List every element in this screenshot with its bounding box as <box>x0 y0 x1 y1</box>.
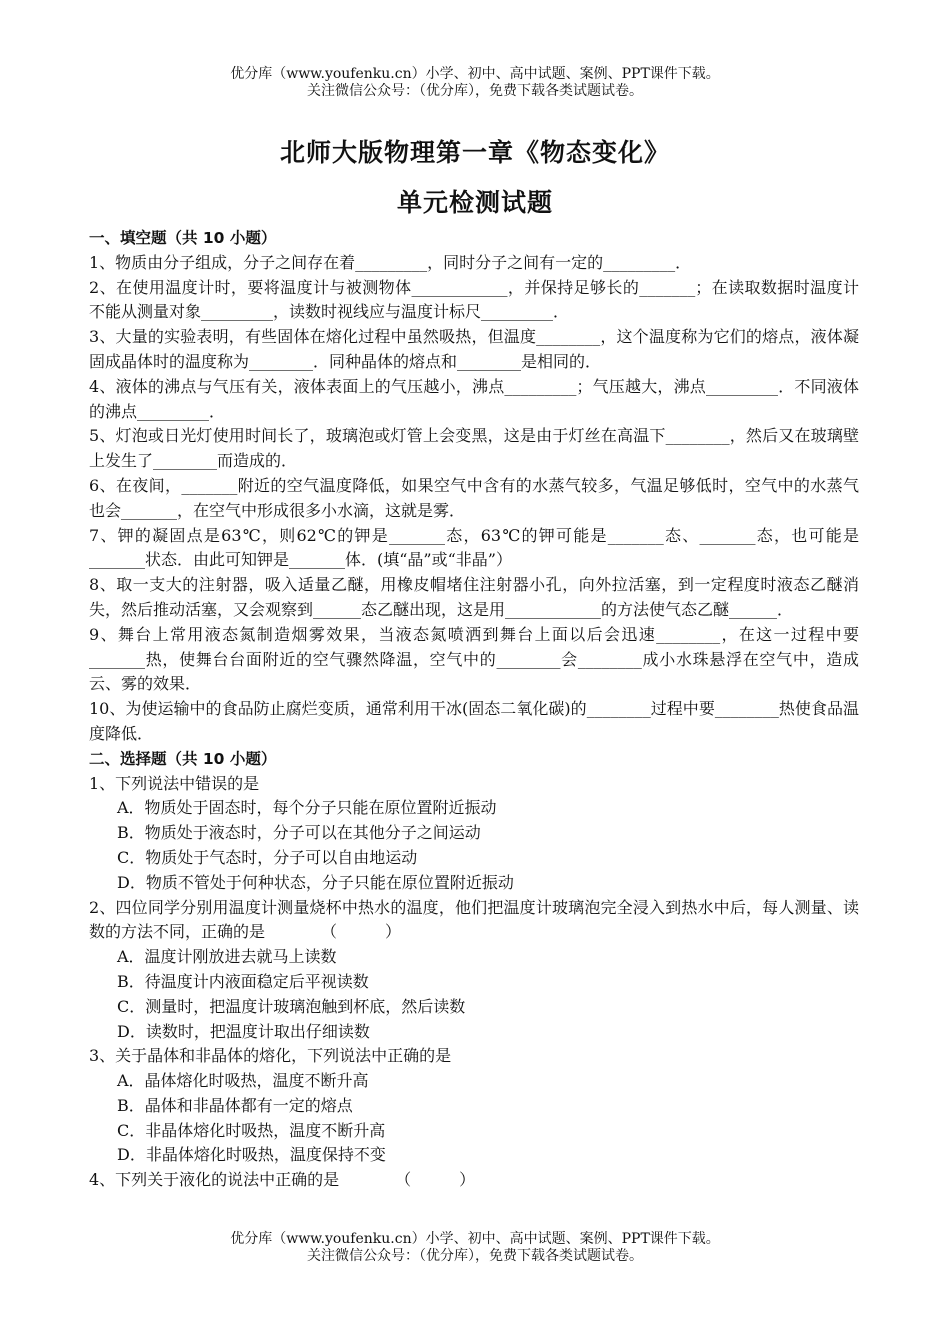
choice-question-2-stem: 2、四位同学分别用温度计测量烧杯中热水的温度，他们把温度计玻璃泡完全浸入到热水中后，每人测量、读数的方法不同，正确的是 （ ） <box>89 897 859 942</box>
document-subtitle: 单元检测试题 <box>396 188 553 217</box>
choice-question-2-option-c: C．测量时，把温度计玻璃泡触到杯底，然后读数 <box>117 996 466 1016</box>
choice-question-2-option-b: B．待温度计内液面稳定后平视读数 <box>117 971 369 991</box>
choice-question-3-option-a: A．晶体熔化时吸热，温度不断升高 <box>117 1071 369 1091</box>
fill-question-7: 7、钾的凝固点是63℃，则62℃的钾是_______态，63℃的钾可能是_______态、_______态，也可能是_______状态．由此可知钾是_______体．(填“晶”或“非晶”） <box>89 525 859 570</box>
footer-line-1: 优分库（www.youfenku.cn）小学、初中、高中试题、案例、PPT课件下载。 <box>230 1231 720 1247</box>
choice-question-1-option-b: B．物质处于液态时，分子可以在其他分子之间运动 <box>117 823 481 843</box>
choice-question-3-option-b: B．晶体和非晶体都有一定的熔点 <box>117 1095 353 1115</box>
exam-content <box>89 226 859 1193</box>
page-header <box>0 66 950 100</box>
choice-question-3-stem: 3、关于晶体和非晶体的熔化，下列说法中正确的是 <box>89 1046 452 1066</box>
choice-question-1-option-a: A．物质处于固态时，每个分子只能在原位置附近振动 <box>117 798 497 818</box>
fill-question-5: 5、灯泡或日光灯使用时间长了，玻璃泡或灯管上会变黑，这是由于灯丝在高温下________，然后又在玻璃壁上发生了________而造成的． <box>89 426 859 471</box>
choice-question-1-stem: 1、下列说法中错误的是 <box>89 773 260 793</box>
choice-question-2-option-d: D．读数时，把温度计取出仔细读数 <box>117 1021 370 1041</box>
fill-question-8: 8、取一支大的注射器，吸入适量乙醚，用橡皮帽堵住注射器小孔，向外拉活塞，到一定程度时液态乙醚消失，然后推动活塞，又会观察到______态乙醚出现，这是用____________的方法使气态乙醚______． <box>89 575 859 619</box>
footer-line-2: 关注微信公众号：（优分库），免费下载各类试题试卷。 <box>307 1248 643 1264</box>
choice-question-3-option-d: D．非晶体熔化时吸热，温度保持不变 <box>117 1145 386 1165</box>
choice-question-3-option-c: C．非晶体熔化时吸热，温度不断升高 <box>117 1120 386 1140</box>
fill-question-3: 3、大量的实验表明，有些固体在熔化过程中虽然吸热，但温度________，这个温度称为它们的熔点，液体凝固成晶体时的温度称为________．同种晶体的熔点和________是相同的． <box>89 327 859 371</box>
page-footer <box>0 1231 950 1265</box>
choice-question-1-option-d: D．物质不管处于何种状态，分子只能在原位置附近振动 <box>117 872 514 892</box>
section-heading-fill-blank: 一、填空题（共 10 小题） <box>89 229 277 247</box>
fill-question-9: 9、舞台上常用液态氮制造烟雾效果，当液态氮喷洒到舞台上面以后会迅速________，在这一过程中要_______热，使舞台台面附近的空气骤然降温，空气中的________会________成小水珠悬浮在空气中，造成云、雾的效果． <box>89 624 859 694</box>
document-title: 北师大版物理第一章《物态变化》 <box>279 138 670 167</box>
choice-question-4-stem: 4、下列关于液化的说法中正确的是 （ ） <box>89 1170 476 1190</box>
fill-question-6: 6、在夜间，_______附近的空气温度降低，如果空气中含有的水蒸气较多，气温足够低时，空气中的水蒸气也会_______，在空气中形成很多小水滴，这就是雾． <box>89 475 859 520</box>
choice-question-1-option-c: C．物质处于气态时，分子可以自由地运动 <box>117 847 418 867</box>
header-line-1: 优分库（www.youfenku.cn）小学、初中、高中试题、案例、PPT课件下载。 <box>230 66 720 82</box>
section-heading-choice: 二、选择题（共 10 小题） <box>89 749 277 768</box>
fill-question-1: 1、物质由分子组成，分子之间存在着_________，同时分子之间有一定的_________． <box>89 252 692 272</box>
fill-question-10: 10、为使运输中的食品防止腐烂变质，通常利用干冰(固态二氧化碳)的________过程中要________热使食品温度降低． <box>89 699 859 743</box>
fill-question-4: 4、液体的沸点与气压有关，液体表面上的气压越小，沸点_________；气压越大，沸点_________．不同液体的沸点_________． <box>89 376 859 421</box>
fill-question-2: 2、在使用温度计时，要将温度计与被测物体____________，并保持足够长的_______；在读取数据时温度计不能从测量对象_________，读数时视线应与温度计标尺_________． <box>89 277 859 322</box>
header-line-2: 关注微信公众号：（优分库），免费下载各类试题试卷。 <box>307 83 643 99</box>
choice-question-2-option-a: A．温度计刚放进去就马上读数 <box>117 947 337 967</box>
